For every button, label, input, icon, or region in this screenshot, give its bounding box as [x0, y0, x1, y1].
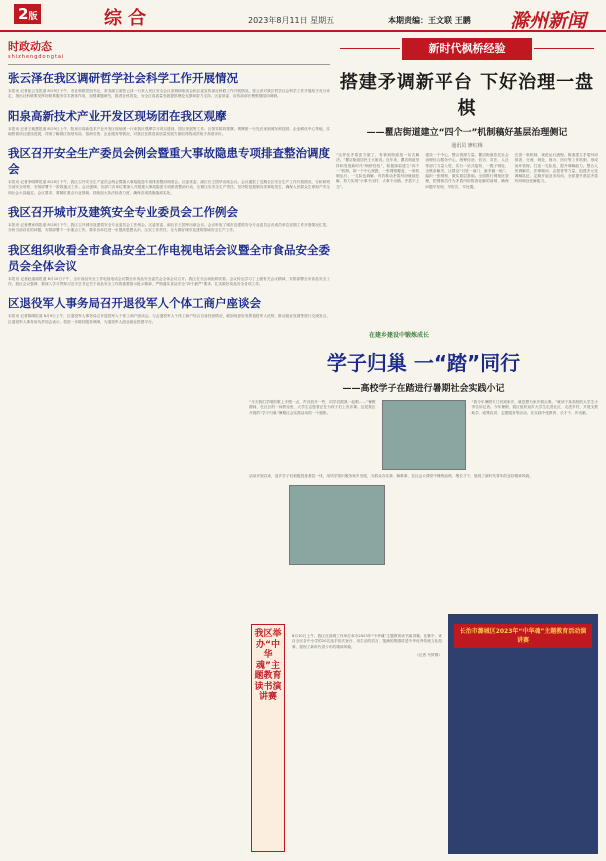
article-body: 本报讯 记者赵丽丽报道 8月10日下午，全市食品安全工作电视电话会议暨全市食品安全委员会全体会议召开。我区在分会场组织收看。会议传达学习了上级有关会议精神，安排部署全市食品安全工作。我区会议强调，要深入学习贯彻习近平总书记关于食品安全工作的重要指示批示精神，严格落实食品安全“四个最严”要求，扎实做好食品安全各项工作。	[8, 276, 330, 286]
article-body: 本报讯 记者曹家琪报道 8月8日下午，我区召开城市及建筑安全专业委员会工作例会。区委常委、副区长王国华出席会议。会议听取了城市及建筑安全专业委员会各成员单位近期工作开展情况汇报，分析当前存在的问题，安排部署下一步重点工作，要求各单位进一步提高思想认识，压实工作责任，全力做好城市及建筑领域安全生产工作。	[8, 223, 330, 233]
divider	[8, 64, 330, 65]
feature-body: 8月10日上午，我区在滨城工作单位举办2023年“中华魂”主题教育读书演讲赛。比赛中，来自全区各中小学的20名选手依次登台，用生动的语言、饱满的情感讲述中华优秀传统文化故事，展现了新时代青少年的精神风貌。	[292, 634, 442, 649]
column-brand: 时政动态	[8, 40, 52, 53]
article-headline: 区退役军人事务局召开退役军人个体工商户座谈会	[8, 296, 261, 311]
article-body: 本报讯 记者崔云龙报道 8月9日下午，市社科联党组书记、常务副主席张云泽一行来人民区安全会议室调研座谈会和区委宣传部社科联工作开展情况。张云泽对我区哲学社会科学工作开展给予充分肯定，指出社科联要发挥好联系服务学术团体作用，加强课题研究，推进社科普及，为全区高质量发展提供理论支撑和智力支持。区委常委、宣传部部长曹维强陪同调研。	[8, 89, 330, 99]
photo-speech-contest	[448, 614, 598, 854]
feature-article	[292, 634, 442, 658]
feature-body-col: 完善一套机制，规范运行流程。街道建立矛盾纠纷排查、分流、调处、督办、回访等工作机制，形成闭环管理。打造一支队伍，提升调解能力。整合人民调解员、法律顾问、志愿者等力量，组建多元化调解队伍，定期开展业务培训，全面提升基层矛盾纠纷调处化解能力。	[514, 153, 598, 184]
right-feature-top	[336, 38, 598, 190]
middle-feature	[249, 330, 598, 565]
feature-subhead: ——高校学子在踏进行暑期社会实践小记	[342, 384, 505, 394]
feature-headline: 学子归巢 一“踏”同行	[326, 351, 521, 375]
page-number: 2版	[14, 4, 41, 24]
banner-text: 长治市潞城区2023年“中华魂”主题教育活动演讲赛	[454, 624, 592, 648]
article-body: 本报讯 记者李明辉报道 8月8日下午，我区召开安全生产委员会例会暨重大事故隐患专项排查整治调度会。区委常委、副区长王国华出席会议。会议通报了近期全区安全生产工作开展情况，分析研判当前安全形势，安排部署下一阶段重点工作。会议强调，各部门各单位要深入开展重大事故隐患专项排查整治行动，压紧压实安全生产责任，坚决防范遏制各类事故发生，确保人民群众生命财产安全和社会大局稳定。会议要求，要紧盯重点行业领域，持续加大执法检查力度，确保各项措施落到实处。	[8, 180, 330, 195]
feature-body-col: “我今年暑假专门回到家乡，就是想为家乡做点事。”就读于某高校的大学生小李告诉记者。今年暑假，我区组织返乡大学生走进社区、走进乡村，开展支教助学、政策宣讲、志愿服务等活动，在实践中受教育、长才干、作贡献。	[471, 400, 598, 415]
feature-subhead: ——瞿店街道建立“四个一”机制稿好基层治理侧记	[366, 128, 568, 138]
article-headline: 张云泽在我区调研哲学社会科学工作开展情况	[8, 71, 238, 85]
article-headline: 我区召开城市及建筑安全专业委员会工作例会	[8, 205, 238, 220]
photo-students	[382, 400, 466, 470]
photo-classroom	[289, 485, 385, 565]
section-banner: 新时代枫桥经验	[402, 38, 532, 60]
feature-body-col: 活动开展以来，返乡学子们积极投身基层一线，用所学知识服务家乡发展，为群众办实事、解难事，在社会大课堂中锤炼品格、增长才干，展现了新时代青年的良好精神风貌。	[249, 474, 533, 478]
article-headline: 阳泉高新技术产业开发区现场团在我区观摩	[8, 108, 227, 123]
newspaper-name: 滁州新闻	[510, 10, 587, 32]
section-title: 综合	[104, 8, 152, 29]
column-brand-sub: shizhengdongtai	[8, 54, 65, 60]
feature-byline: 通讯员 廖红梅	[451, 143, 483, 149]
feature-body	[336, 153, 598, 190]
article-headline: 我区召开安全生产委员会例会暨重大事故隐患专项排查整治调度会	[8, 146, 330, 177]
page-header	[0, 0, 606, 32]
article-body: 本报讯 记者王雅慧报道 8月9日上午，阳泉市高新技术产业开发区现场团一行来我区观摩学习项目建设、园区发展等工作。区领导陪同观摩。观摩团一行先后来到城东科技园、企业孵化中心等地，实地察看项目建设进展，详细了解园区规划布局、招商引资、企业服务等情况，对我区在推进高质量发展方面取得的成效给予高度评价。	[8, 126, 330, 136]
article-headline: 我区组织收看全市食品安全工作电视电话会议暨全市食品安全委员会全体会议	[8, 242, 330, 273]
feature-tagline: 在建乡建设中锻炼成长	[369, 332, 430, 339]
feature-vertical-title: 我区举办“中华魂”主题教育读书演讲赛	[251, 624, 285, 852]
editor-credit: 本期责编：王文联 王鹏	[388, 16, 471, 25]
feature-body-col: “这样化矛盾更方便了，有事到街道找一站式解决。”瞿店街道居民王大姐说。近年来，瞿店街道坚持和发展新时代“枫桥经验”，积极探索建立“四个一”机制，即一个中心统揽、一张网格覆盖、一套机制运行、一支队伍调解，有效推动矛盾纠纷就地化解，努力实现“小事不出村、大事不出镇、矛盾不上交”。	[336, 153, 420, 189]
feature-credit: （记者 马梦静）	[415, 652, 442, 657]
article-body: 本报讯 记者陈晴报道 8月9日上午，区退役军人事务局召开退役军人个体工商户座谈会。与会退役军人个体工商户结合自身经营情况，就如何更好发挥退役军人优势、推动创业发展等进行交流发言。区退役军人事务局负责同志表示，将进一步做好服务保障，为退役军人创业就业搭建平台。	[8, 314, 330, 324]
feature-body-col: “今天我们学唱的歌上手慢一点，声音放开一些，同学们跟我一起唱……”暑假期间，在社区的一间教室里，大学生志愿者正在为孩子们上音乐课。这是我区开展的“学子归巢”暑期社会实践活动的一个缩影。	[249, 400, 376, 415]
issue-date: 2023年8月11日 星期五	[248, 16, 335, 25]
feature-headline: 搭建矛调新平台 下好治理一盘棋	[339, 72, 595, 119]
left-column	[8, 38, 330, 325]
feature-body-col: 建设一个中心，整合资源力量。瞿店街道依托社会治理综合服务中心，统筹综治、信访、司法、人社等部门力量入驻，实行一站式接待、一揽子调处、全链条解决，让群众“只进一扇门、最多跑一地”。编织一张网格，做实基层基础。全面推行网格化管理，把网格员作为矛盾纠纷排查化解的前哨，确保问题早发现、早报告、早处置。	[425, 153, 509, 189]
